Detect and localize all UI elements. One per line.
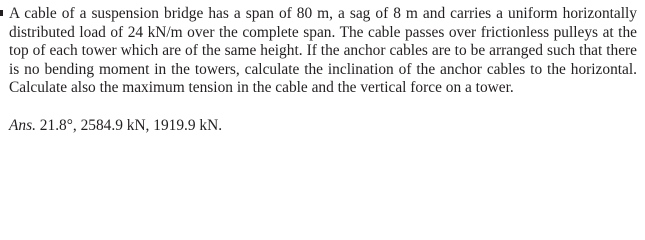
problem-line: distributed load of 24 kN/m over the complete span. The cable passes over frictionless pulleys at the (9, 23, 637, 41)
problem-line: is no bending moment in the towers, calculate the inclination of the anchor cables to the horizontal. (9, 60, 637, 78)
answer-line (9, 117, 222, 136)
problem-line: Calculate also the maximum tension in the cable and the vertical force on a tower. (9, 79, 514, 97)
answer-label: Ans. (9, 117, 36, 134)
problem-statement (9, 5, 637, 98)
answer-text: 21.8°, 2584.9 kN, 1919.9 kN. (39, 117, 223, 134)
problem-line: top of each tower which are of the same height. If the anchor cables are to be arranged such that there (9, 42, 637, 60)
problem-line: A cable of a suspension bridge has a span of 80 m, a sag of 8 m and carries a uniform horizontally (9, 5, 637, 22)
bullet-mark (0, 10, 3, 16)
